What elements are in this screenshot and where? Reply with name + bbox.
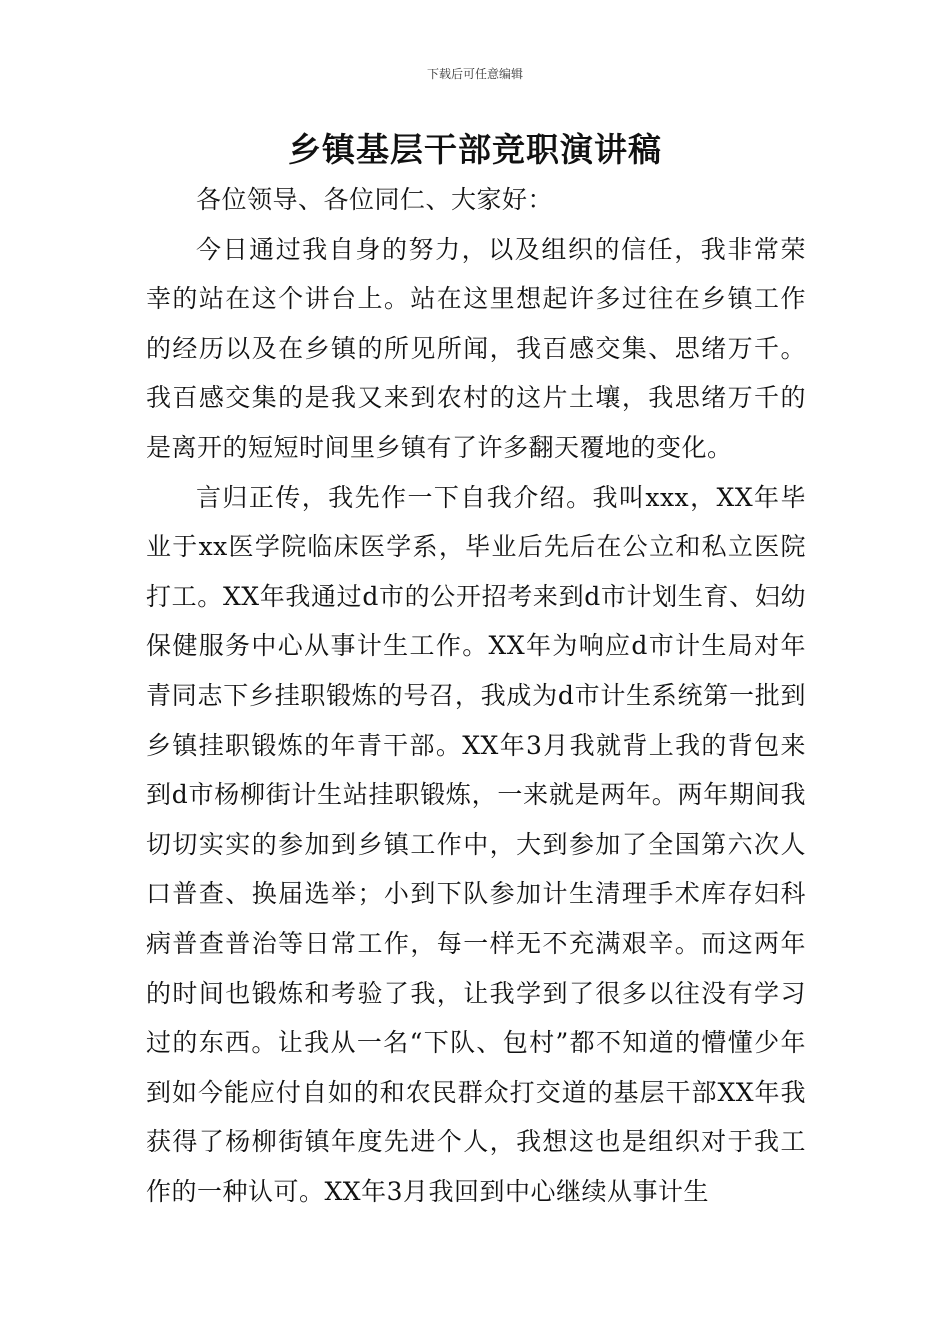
paragraph-opening: 今日通过我自身的努力，以及组织的信任，我非常荣幸的站在这个讲台上。站在这里想起许多过往在乡镇工作的经历以及在乡镇的所见所闻，我百感交集、思绪万千。我百感交集的是我又来到农村的这片土壤，我思绪万千的是离开的短短时间里乡镇有了许多翻天覆地的变化。	[146, 234, 806, 462]
paragraph-greeting: 各位领导、各位同仁、大家好：	[196, 185, 554, 214]
paragraph-introduction: 言归正传，我先作一下自我介绍。我叫xxx，XX年毕业于xx医学院临床医学系，毕业后先后在公立和私立医院打工。XX年我通过d市的公开招考来到d市计划生育、妇幼保健服务中心从事计生工作。XX年为响应d市计生局对年青同志下乡挂职锻炼的号召，我成为d市计生系统第一批到乡镇挂职锻炼的年青干部。XX年3月我就背上我的背包来到d市杨柳街计生站挂职锻炼，一来就是两年。两年期间我切切实实的参加到乡镇工作中，大到参加了全国第六次人口普查、换届选举；小到下队参加计生清理手术库存妇科病普查普治等日常工作，每一样无不充满艰辛。而这两年的时间也锻炼和考验了我，让我学到了很多以往没有学习过的东西。让我从一名“下队、包村”都不知道的懵懂少年到如今能应付自如的和农民群众打交道的基层干部XX年我获得了杨柳街镇年度先进个人，我想这也是组织对于我工作的一种认可。XX年3月我回到中心继续从事计生	[146, 482, 806, 1206]
header-note: 下载后可任意编辑	[426, 67, 523, 81]
document-body	[146, 175, 806, 1216]
document-title: 乡镇基层干部竞职演讲稿	[288, 130, 662, 169]
